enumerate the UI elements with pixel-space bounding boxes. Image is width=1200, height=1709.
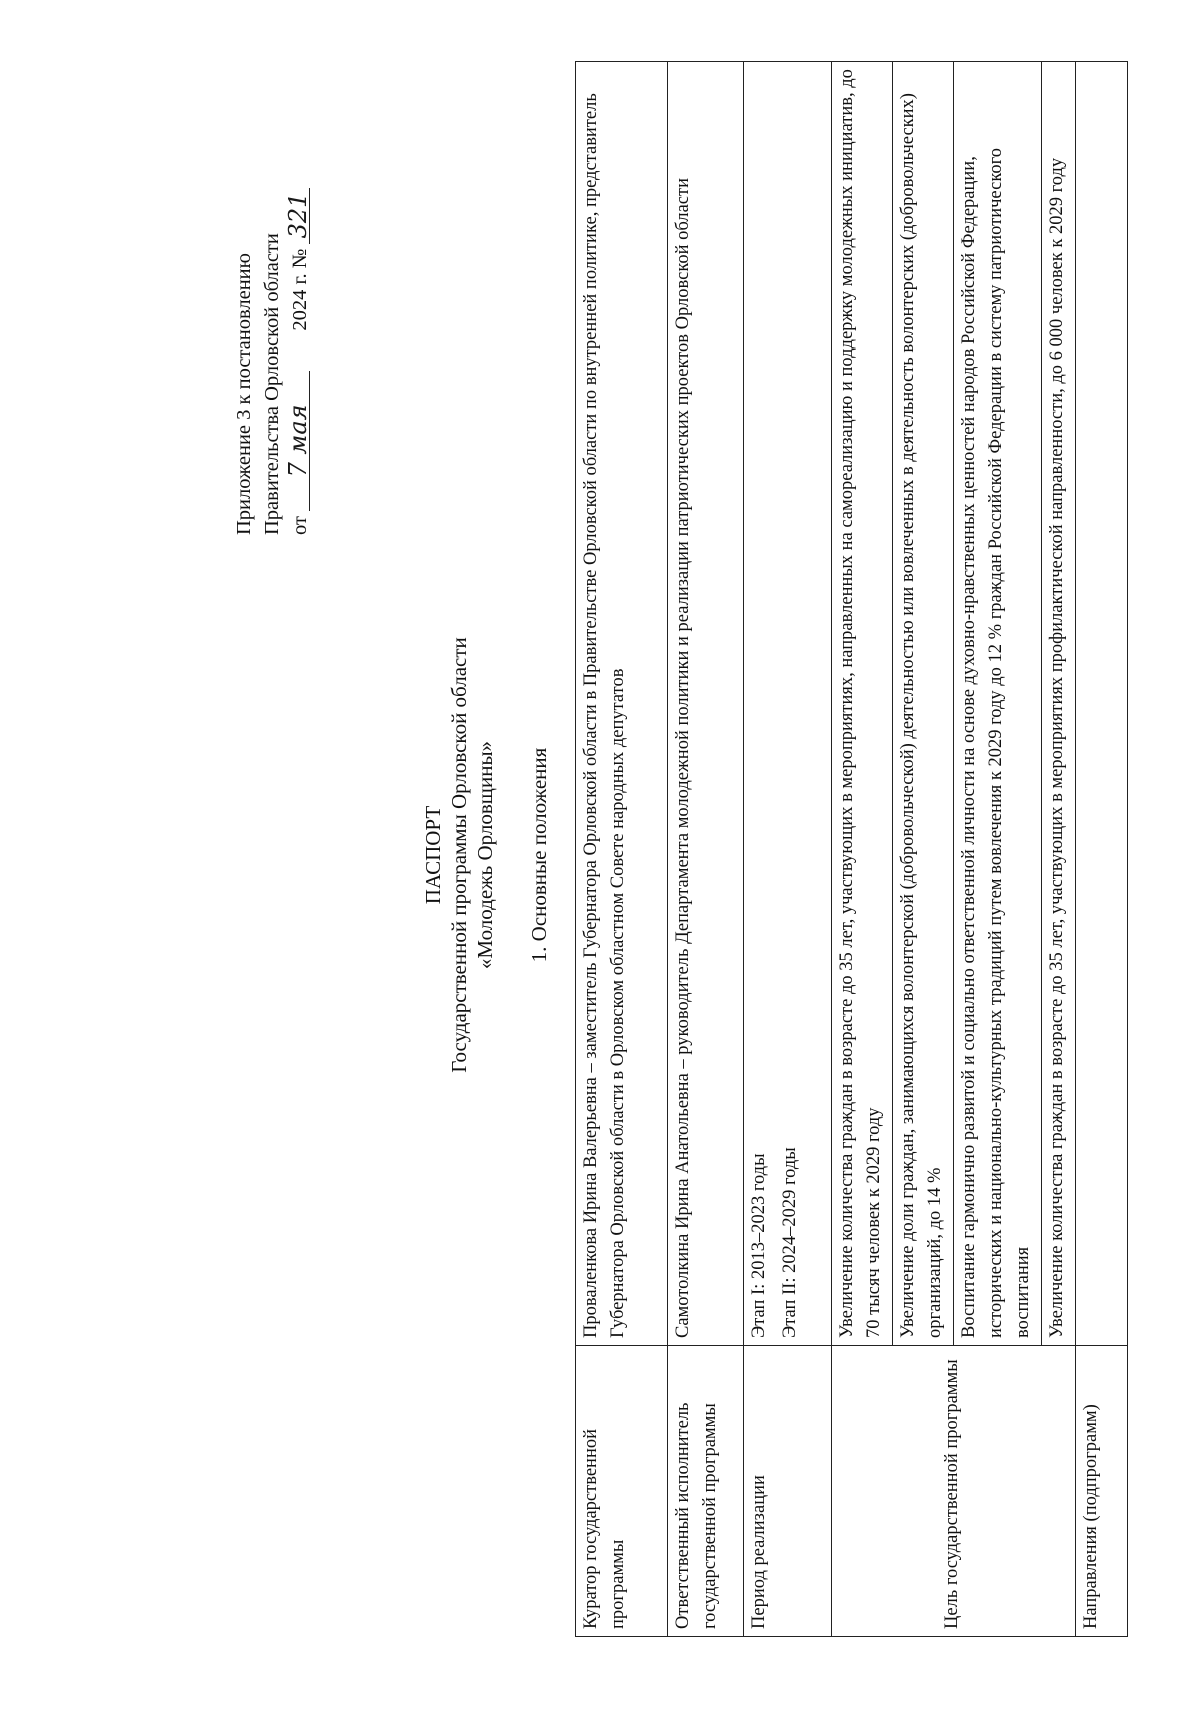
table-row-goals (832, 62, 1076, 1637)
goals-label-text: Цель государственной программы (942, 1359, 962, 1629)
period-label: Период реализации (744, 1346, 832, 1637)
period-value (744, 62, 832, 1346)
appendix-header (230, 188, 314, 535)
goals-label (832, 1346, 1076, 1637)
section-heading: 1. Основные положения (527, 747, 551, 963)
document-page (50, 45, 1150, 1665)
appendix-line-3 (286, 188, 314, 535)
passport-table (575, 61, 1128, 1637)
directions-value (1076, 62, 1128, 1346)
curator-value: Проваленкова Ирина Валерьевна – заместитель Губернатора Орловской области в Правительстве Орловской области по внутренней политике, представитель Губернатора Орловской области в Орловском областном Совете народных депутатов (576, 62, 668, 1346)
executor-value: Самотолкина Ирина Анатольевна – руководитель Департамента молодежной политики и реализации патриотических проектов Орловской области (668, 62, 744, 1346)
appendix-line-2: Правительства Орловской области (261, 233, 283, 535)
appendix-prefix: от (289, 516, 311, 535)
period-stage-1: Этап I: 2013–2023 годы (749, 1153, 769, 1338)
table-row-curator (576, 62, 668, 1637)
goal-item-1: Увеличение количества граждан в возрасте до 35 лет, участвующих в мероприятиях, направленных на самореализацию и поддержку молодежных инициатив, до 70 тысяч человек к 2029 году (832, 62, 893, 1345)
title-program-name: «Молодежь Орловщины» (473, 740, 497, 970)
period-stage-2: Этап II: 2024–2029 годы (780, 1147, 800, 1338)
table-row-period (744, 62, 832, 1637)
directions-label: Направления (подпрограмм) (1076, 1346, 1128, 1637)
executor-label: Ответственный исполнитель государственной программы (668, 1346, 744, 1637)
appendix-year: 2024 г. № (289, 248, 311, 331)
curator-label: Куратор государственной программы (576, 1346, 668, 1637)
handwritten-number: 321 (287, 188, 310, 244)
goal-item-4: Увеличение количества граждан в возрасте до 35 лет, участвующих в мероприятиях профилактической направленности, до 6 000 человек к 2029 году (1047, 157, 1067, 1338)
title-program: Государственной программы Орловской области (447, 637, 471, 1073)
goal-item-3: Воспитание гармонично развитой и социально ответственной личности на основе духовно-нравственных ценностей народов Российской Федерации, исторических и национально-культурных традиций путем вовлечения к 2029 году до 12 % граждан Российской Федерации в систему патриотического воспитания (954, 62, 1042, 1345)
goal-item-2: Увеличение доли граждан, занимающихся волонтерской (добровольческой) деятельностью или вовлеченных в деятельность волонтерских (добровольческих) организаций, до 14 % (893, 62, 954, 1345)
title-passport: ПАСПОРТ (421, 805, 445, 905)
goals-value (832, 62, 1076, 1346)
table-row-directions (1076, 62, 1128, 1637)
table-row-executor (668, 62, 744, 1637)
handwritten-date: 7 мая (287, 371, 310, 511)
appendix-line-1: Приложение 3 к постановлению (233, 253, 255, 535)
